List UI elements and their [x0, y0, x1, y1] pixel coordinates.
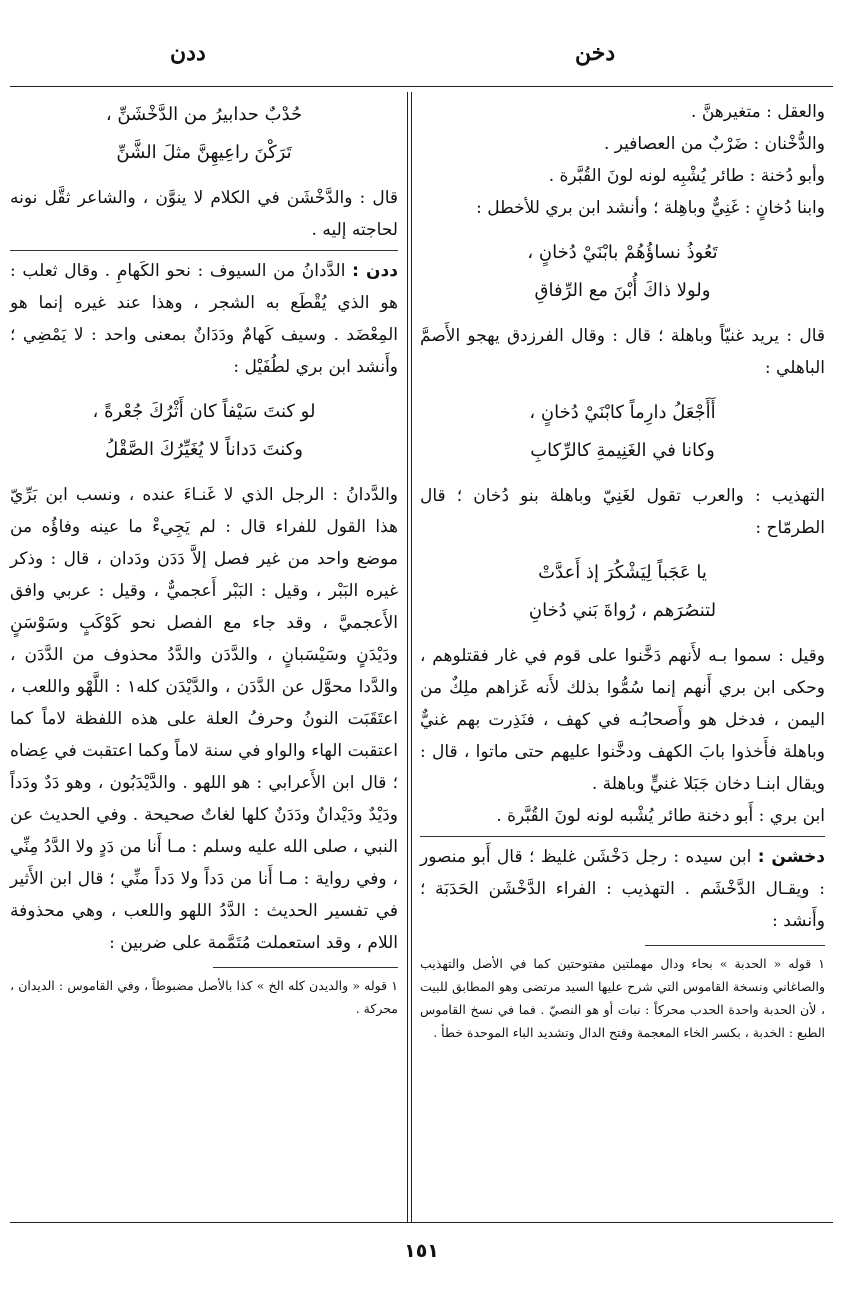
- running-header-left: ددن: [170, 40, 206, 66]
- verse-block: [10, 383, 398, 479]
- verse-line: تَرَكْنَ راعِيهِنَّ مثلَ الشَّنِّ: [116, 142, 292, 163]
- entry-separator: [420, 836, 825, 837]
- entry-headword: دخشن :: [757, 847, 825, 867]
- footnote: ١ قوله « الحدبة » بحاء ودال مهملتين مفتوحتين كما في الأصل والتهذيب والصاغاني ونسخة القاموس التي شرح عليها السيد مرتضى وهو المطابق للبيت ، لأن الحدبة واحدة الحدب محركاً : نبات أو هو النصيّ . فما في نسخ القاموس الطبع : الخدبة ، بكسر الخاء المعجمة وفتح الدال وتشديد الباء الموحدة خطأ .: [420, 956, 825, 1040]
- entry-body: الدَّدانُ من السيوف : نحو الكَهامِ . وقال ثعلب : هو الذي يُقْطَع به الشجر ، وهذا عند غيره إنما هو المِعْضَد . وسيف كَهامٌ ودَدَانٌ بمعنى واحد : لا يَمْضِي ؛ وأَنشد ابن بري لطُفَيْل :: [10, 261, 398, 377]
- footer-rule: [10, 1222, 833, 1223]
- right-column: [420, 96, 825, 1044]
- entry-headword: ددن :: [352, 261, 399, 281]
- entry-text: قال : يريد غنيّاً وباهلة ؛ قال : وقال الفرزدق يهجو الأَصمَّ الباهلي :: [420, 326, 825, 378]
- verse-line: أَأَجْعَلُ دارِماً كابْنَيْ دُخانٍ ،: [529, 402, 716, 423]
- footnote-rule: [213, 967, 398, 968]
- verse-line: يا عَجَباً لِيَشْكُرَ إذ أَعدَّتْ: [538, 562, 707, 583]
- verse-block: [10, 96, 398, 182]
- entry-text: [420, 841, 825, 937]
- verse-line: ولولا ذاكَ أُبْنَ مع الرِّفاقِ: [534, 280, 711, 301]
- left-column: [10, 96, 398, 1020]
- verse-block: [420, 224, 825, 320]
- entry-text: التهذيب : والعرب تقول لغَنِيّ وباهلة بنو دُخان ؛ قال الطرمّاح :: [420, 486, 825, 538]
- entry-text: والدُّخْنان : ضَرْبٌ من العصافير .: [603, 134, 825, 154]
- entry-text: وأبو دُخنة : طائر يُشْبِه لونه لونَ القُبَّرة .: [548, 166, 825, 186]
- footnote-rule: [645, 945, 825, 946]
- page-number: ١٥١: [404, 1240, 439, 1262]
- verse-block: [420, 384, 825, 480]
- column-divider: [407, 92, 412, 1222]
- entry-text: ابن بري : أَبو دخنة طائر يُشْبه لونه لونَ القُبَّرة .: [496, 806, 825, 826]
- entry-text: [10, 255, 398, 383]
- verse-line: وكانا في الغَنِيمةِ كالرِّكابِ: [530, 440, 715, 461]
- verse-line: تَعُوذُ نساؤُهُمْ بابْنَيْ دُخانٍ ،: [527, 242, 718, 263]
- verse-line: وكنتَ دَداناً لا يُغَيِّرُكَ الصَّقْلُ: [105, 439, 303, 460]
- entry-text: وقيل : سموا بـه لأَنهم دَخَّنوا على قوم في غار فقتلوهم ، وحكى ابن بري أَنهم إنما سُمُّوا بذلك لأَنه غَزاهم ملِكٌ من اليمن ، فدخل هو وأَصحابُـه في كهف ، فنَذِرت بهم غنيٌّ وباهلة فأَخذوا بابَ الكهف ودخَّنوا عليهم حتى ماتوا ، قال : ويقال ابنـا دخان جَبَلا غنيٍّ وباهلة .: [420, 646, 825, 794]
- verse-line: لو كنتَ سَيْفاً كان أَثْرُكَ جُعْرةً ،: [92, 401, 316, 422]
- header-rule: [10, 86, 833, 87]
- running-header-right: دخن: [575, 40, 616, 66]
- entry-body: ابن سيده : رجل دَخْشَن غليظ ؛ قال أَبو منصور : ويقـال الدَّخْشَم . التهذيب : الفراء الدَّخْشَن الحَدَبَة ؛ وأَنشد :: [420, 847, 825, 931]
- entry-text: والدَّدانُ : الرجل الذي لا غَنـاءَ عنده ، ونسب ابن بَرِّيّ هذا القول للفراء قال : لم يَجِيءْ ما عينه وفاؤُه من موضع واحد من غير فصل إلاَّ دَدَن ودَدان ، قال : وذكر غيره البَبْر ، وقيل : البَبْر أَعجميٌّ ، وقيل : عربي وافق الأَعجميَّ ، وقد جاء مع الفصل نحو كَوْكَبٍ وسَوْسَنٍ ودَيْدَنٍ وسَيْسَبانٍ ، والدَّدَن والدَّدُ محذوف من الدَّدَن ، والدَّدا محوَّل عن الدَّدَن ، والدَّيْدَن كله١ : اللَّهْو واللعب ، اعتَقَبَت النونُ وحرفُ العلة على هذه اللفظة لاماً كما اعتقبت الهاء والواو في سنة لاماً وكما اعتقبت في عِضاه ؛ قال ابن الأَعرابي : هو اللهو . والدَّيْدَبُون ، وهو دَدٌ ودَداً ودَيْدٌ ودَيْدانٌ ودَدَنٌ كلها لغاتٌ صحيحة . وفي الحديث عن النبي ، صلى الله عليه وسلم : مـا أَنا من دَدٍ ولا الدَّدُ مِنِّي ، وفي رواية : مـا أَنا من دَداً ولا دَداً منِّي ؛ قال ابن الأَثير في تفسير الحديث : الدَّدُ اللهو واللعب ، وهي محذوفة اللام ، وقد استعملت مُتَمَّمة على ضربين :: [10, 485, 399, 953]
- entry-text: قال : والدَّخْشَن في الكلام لا ينوَّن ، والشاعر ثقَّل نونه لحاجته إليه .: [10, 188, 398, 240]
- entry-text: والعقل : متغيرهنَّ .: [691, 102, 825, 122]
- entry-separator: [10, 250, 398, 251]
- verse-block: [420, 544, 825, 640]
- verse-line: حُدْبٌ حدابيرُ من الدَّخْشَنِّ ،: [105, 104, 303, 125]
- verse-line: لتنصُرَهم ، رُواةَ بَني دُخانِ: [528, 600, 717, 621]
- entry-text: وابنا دُخانٍ : غَنِيٌّ وباهِلة ؛ وأنشد ابن بري للأخطل :: [476, 198, 825, 218]
- footnote: ١ قوله « والديدن كله الخ » كذا بالأصل مضبوطاً ، وفي القاموس : الديدان ، محركة .: [10, 978, 398, 1016]
